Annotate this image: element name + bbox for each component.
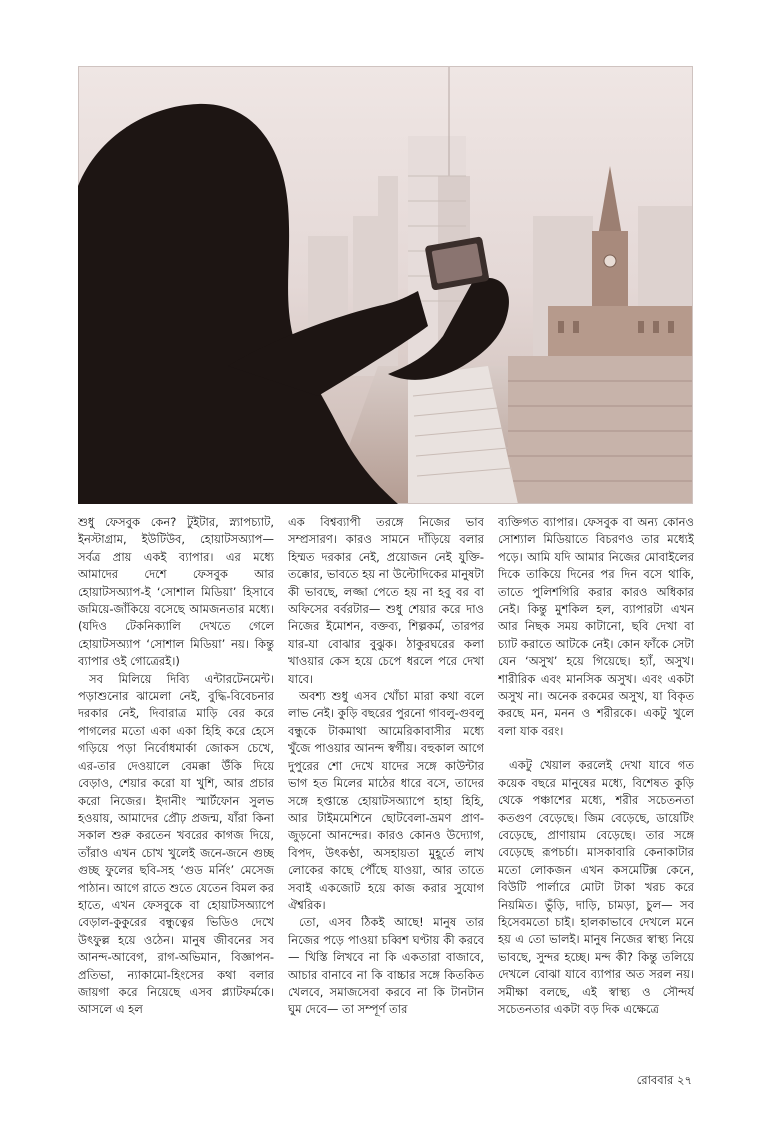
paragraph: তো, এসব ঠিকই আছে! মানুষ তার নিজের পড়ে পাওয়া চব্বিশ ঘণ্টায় কী করবে— খিস্তি লিখবে না কি একতারা বাজাবে, আচার বানাবে না কি বাচ্চার সঙ্গে কিতকিত খেলবে, সমাজসেবা করবে না কি টানটান ঘুম দেবে— তা সম্পূর্ণ তার — [288, 915, 484, 1017]
paragraph: একটু খেয়াল করলেই দেখা যাবে গত কয়েক বছরে মানুষের মধ্যে, বিশেষত কুড়ি থেকে পঞ্চাশের মধ্যে, শরীর সচেতনতা কতগুণ বেড়েছে। জিম বেড়েছে, ডায়েটিং বেড়েছে, প্রাণায়াম বেড়েছে। তার সঙ্গে বেড়েছে রূপচর্চা। মাসকাবারি কেনাকাটার মতো লোকজন এখন কসমেটিক্স কেনে, বিউটি পার্লারে মোটা টাকা খরচ করে নিয়মিত। ভুঁড়ি, দাড়ি, চামড়া, চুল— সব হিসেবমতো চাই। হালকাভাবে দেখলে মনে হয় এ তো ভালই। মানুষ নিজের স্বাস্থ্য নিয়ে ভাবছে, সুন্দর হচ্ছে। মন্দ কী? কিন্তু তলিয়ে দেখলে বোঝা যাবে ব্যাপার অত সরল নয়। সমীক্ষা বলছে, এই স্বাস্থ্য ও সৌন্দর্য সচেতনতার একটা বড় দিক এক্ষেত্রে — [498, 758, 694, 1016]
paragraph: শুধু ফেসবুক কেন? টুইটার, স্ন্যাপচ্যাট, ইনস্টাগ্রাম, ইউটিউব, হোয়াটসঅ্যাপ— সর্বত্র প্রায় একই ব্যাপার। এর মধ্যে আমাদের দেশে ফেসবুক আর হোয়াটসঅ্যাপ-ই ‘সোশাল মিডিয়া’ হিসাবে জমিয়ে-জাঁকিয়ে বসেছে আমজনতার মধ্যে। (যদিও টেকনিক্যালি দেখতে গেলে হোয়াটসঅ্যাপ ‘সোশাল মিডিয়া’ নয়। কিন্তু ব্যাপার ওই গোত্রেরই।) — [78, 515, 274, 669]
magazine-name: রোববার — [636, 1073, 674, 1087]
foreground-buildings — [328, 356, 693, 504]
paragraph: অবশ্য শুধু এসব খোঁচা মারা কথা বলে লাভ নেই। কুড়ি বছরের পুরনো গাবলু-গুবলু বন্ধুকে টাকমাথা আমেরিকাবাসীর মধ্যে খুঁজে পাওয়ার আনন্দ স্বর্গীয়। বহুকাল আগে দুপুরের শো দেখে যাদের সঙ্গে কাউন্টার ভাগ হত মিলের মাঠের ধারে বসে, তাদের সঙ্গে হপ্তান্তে হোয়াটসঅ্যাপে হাহা হিহি, আর টাইমমেশিনে ছোটবেলা-ভ্রমণ প্রাণ-জুড়নো আনন্দের। কারও কোনও উদ্যোগ, বিপদ, উৎকণ্ঠা, অসহায়তা মুহূর্তে লাখ লোকের কাছে পৌঁছে যাওয়া, আর তাতে সবাই একজোট হয়ে কাজ করার সুযোগ ঐশ্বরিক। — [288, 689, 484, 912]
feature-photo — [78, 66, 693, 504]
article-column-3 — [498, 514, 694, 1074]
paragraph: ব্যক্তিগত ব্যাপার। ফেসবুক বা অন্য কোনও সোশ্যাল মিডিয়াতে বিচরণও তার মধ্যেই পড়ে। আমি যদি আমার নিজের মোবাইলের দিকে তাকিয়ে দিনের পর দিন বসে থাকি, তাতে পুলিশগিরি করার কারও অধিকার নেই। কিন্তু মুশকিল হল, ব্যাপারটা এখন আর নিছক সময় কাটানো, ছবি দেখা বা চ্যাট করাতে আটকে নেই। কোন ফাঁকে সেটা যেন ‘অসুখ’ হয়ে গিয়েছে। হ্যাঁ, অসুখ। শারীরিক এবং মানসিক অসুখ। এবং একটা অসুখ না। অনেক রকমের অসুখ, যা বিকৃত করছে মন, মনন ও শরীরকে। একটু খুলে বলা যাক বরং। — [498, 515, 694, 738]
paragraph: এক বিশ্বব্যাপী তরঙ্গে নিজের ভাব সম্প্রসারণ। কারও সামনে দাঁড়িয়ে বলার হিম্মত দরকার নেই, প্রয়োজন নেই যুক্তি-তক্কোর, ভাবতে হয় না উল্টোদিকের মানুষটা কী ভাবছে, লজ্জা পেতে হয় না হবু বর বা অফিসের বর্বরটার— শুধু শেয়ার করে দাও নিজের ইমোশন, বক্তব্য, শিল্পকর্ম, তারপর যার-যা বোঝার বুঝুক। ঠাকুরঘরের কলা খাওয়ার কেস হয়ে চেপে ধরলে পরে দেখা যাবে। — [288, 515, 484, 686]
article-column-2 — [288, 514, 484, 1074]
page-footer — [637, 1072, 692, 1091]
page-number: ২৭ — [677, 1073, 692, 1087]
paragraph: সব মিলিয়ে দিব্যি এন্টারটেনমেন্ট। পড়াশুনোর ঝামেলা নেই, বুদ্ধি-বিবেচনার দরকার নেই, দিবারাত্র মাড়ি বের করে পাগলের মতো একা একা হিহি করে হেসে গড়িয়ে পড়া নির্বোধমার্কা জোকস চেখে, এর-তার দেওয়ালে বেমক্কা উঁকি দিয়ে বেড়াও, শেয়ার করো যা খুশি, আর প্রচার করো নিজের। ইদানীং স্মার্টফোন সুলভ হওয়ায়, আমাদের প্রৌঢ় প্রজন্ম, যাঁরা কিনা সকাল শুরু করতেন খবরের কাগজ দিয়ে, তাঁরাও এখন চোখ খুলেই জনে-জনে গুচ্ছ গুচ্ছ ফুলের ছবি-সহ ‘গুড মর্নিং’ মেসেজ পাঠান। আগে রাতে শুতে যেতেন বিমল কর হাতে, এখন ফেসবুকে বা হোয়াটসঅ্যাপে বেড়াল-কুকুরের বন্ধুত্বের ভিডিও দেখে উৎফুল্ল হয়ে ওঠেন। মানুষ জীবনের সব আনন্দ-আবেগ, রাগ-অভিমান, বিজ্ঞাপন-প্রতিভা, ন্যাকামো-হিংসের কথা বলার জায়গা করে নিয়েছে এসব প্ল্যাটফর্মকে। আসলে এ হল — [78, 671, 274, 1017]
article-column-1 — [78, 514, 274, 1074]
city-skyline-silhouette-image — [78, 66, 693, 504]
